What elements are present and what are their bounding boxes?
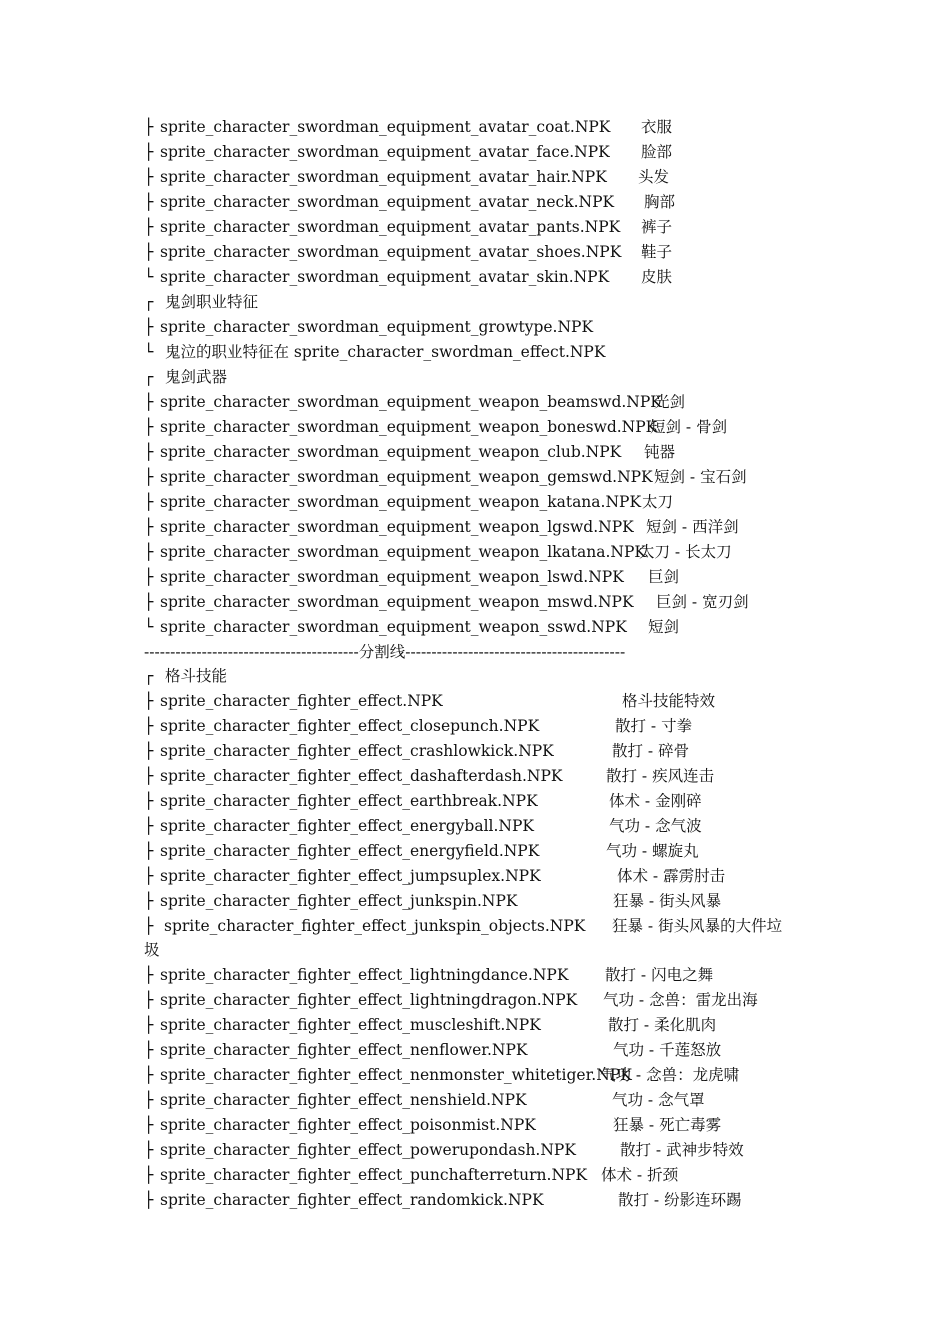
tree-branch-glyph: └ bbox=[144, 343, 154, 361]
file-description: 钝器 bbox=[644, 443, 676, 461]
file-description: 光剑 bbox=[654, 393, 686, 411]
file-name-text: sprite_character_swordman_equipment_weapon_club.NPK bbox=[160, 443, 622, 461]
document-line bbox=[0, 816, 950, 836]
file-description: 短剑 - 宝石剑 bbox=[654, 468, 747, 486]
file-name-text: 鬼剑职业特征 bbox=[165, 293, 259, 311]
tree-branch-glyph: ├ bbox=[144, 817, 154, 835]
tree-branch-glyph: ├ bbox=[144, 1116, 154, 1134]
file-description: 短剑 - 西洋剑 bbox=[646, 518, 739, 536]
tree-branch-glyph: ├ bbox=[144, 468, 154, 486]
file-name-text: sprite_character_swordman_equipment_weapon_beamswd.NPK bbox=[160, 393, 662, 411]
document-line bbox=[0, 965, 950, 985]
document-line bbox=[0, 1015, 950, 1035]
tree-branch-glyph: ├ bbox=[144, 168, 154, 186]
document-line bbox=[0, 117, 950, 137]
file-description: 胸部 bbox=[644, 193, 676, 211]
file-name-text: sprite_character_swordman_equipment_weapon_gemswd.NPK bbox=[160, 468, 653, 486]
document-line bbox=[0, 1090, 950, 1110]
file-description: 短剑 bbox=[648, 618, 680, 636]
document-line bbox=[0, 1115, 950, 1135]
tree-branch-glyph: ├ bbox=[144, 318, 154, 336]
file-description: 散打 - 柔化肌肉 bbox=[608, 1016, 717, 1034]
document-line bbox=[0, 292, 950, 312]
file-name-text: sprite_character_fighter_effect_lightningdragon.NPK bbox=[160, 991, 578, 1009]
tree-branch-glyph: ├ bbox=[144, 218, 154, 236]
file-name-text: sprite_character_swordman_equipment_avatar_pants.NPK bbox=[160, 218, 621, 236]
file-name-text: sprite_character_swordman_equipment_avatar_coat.NPK bbox=[160, 118, 611, 136]
file-description: 脸部 bbox=[641, 143, 673, 161]
file-name-text: sprite_character_swordman_equipment_avatar_skin.NPK bbox=[160, 268, 610, 286]
file-description: 巨剑 bbox=[648, 568, 680, 586]
document-line bbox=[0, 242, 950, 262]
document-line bbox=[0, 666, 950, 686]
file-description: 鞋子 bbox=[641, 243, 673, 261]
file-name-text: sprite_character_fighter_effect_poisonmist.NPK bbox=[160, 1116, 536, 1134]
file-description: 体术 - 霹雳肘击 bbox=[617, 867, 726, 885]
document-line bbox=[0, 866, 950, 886]
document-line bbox=[0, 940, 950, 960]
file-name-text: sprite_character_fighter_effect_junkspin.NPK bbox=[160, 892, 518, 910]
document-line bbox=[0, 317, 950, 337]
file-description: 散打 - 纷影连环踢 bbox=[618, 1191, 742, 1209]
document-line bbox=[0, 142, 950, 162]
tree-branch-glyph: ├ bbox=[144, 1141, 154, 1159]
file-name-text: sprite_character_swordman_equipment_growtype.NPK bbox=[160, 318, 594, 336]
file-description: 裤子 bbox=[641, 218, 673, 236]
document-line bbox=[0, 442, 950, 462]
tree-branch-glyph: ├ bbox=[144, 118, 154, 136]
file-description: 气功 - 千莲怒放 bbox=[613, 1041, 722, 1059]
plain-text: -----------------------------------------分割线------------------------------------------ bbox=[144, 643, 626, 661]
file-name-text: sprite_character_swordman_equipment_avatar_face.NPK bbox=[160, 143, 610, 161]
tree-branch-glyph: ├ bbox=[144, 767, 154, 785]
document-line bbox=[0, 841, 950, 861]
tree-branch-glyph: ├ bbox=[144, 543, 154, 561]
file-name-text: sprite_character_fighter_effect_powerupondash.NPK bbox=[160, 1141, 576, 1159]
file-description: 散打 - 武神步特效 bbox=[620, 1141, 744, 1159]
file-name-text: sprite_character_fighter_effect_nenflower.NPK bbox=[160, 1041, 528, 1059]
tree-branch-glyph: ├ bbox=[144, 1191, 154, 1209]
document-line bbox=[0, 342, 950, 362]
tree-branch-glyph: ├ bbox=[144, 418, 154, 436]
file-name-text: sprite_character_fighter_effect_muscleshift.NPK bbox=[160, 1016, 541, 1034]
document-line bbox=[0, 916, 950, 936]
tree-branch-glyph: ├ bbox=[144, 143, 154, 161]
document-line bbox=[0, 417, 950, 437]
file-name-text: sprite_character_swordman_equipment_weapon_mswd.NPK bbox=[160, 593, 634, 611]
file-name-text: sprite_character_fighter_effect_closepunch.NPK bbox=[160, 717, 540, 735]
tree-branch-glyph: ┌ bbox=[144, 368, 154, 386]
tree-branch-glyph: ├ bbox=[144, 393, 154, 411]
file-name-text: sprite_character_fighter_effect_nenshield.NPK bbox=[160, 1091, 527, 1109]
file-name-text: 格斗技能 bbox=[165, 667, 228, 685]
tree-branch-glyph: └ bbox=[144, 618, 154, 636]
file-description: 狂暴 - 死亡毒雾 bbox=[613, 1116, 722, 1134]
document-line bbox=[0, 567, 950, 587]
document-line bbox=[0, 517, 950, 537]
tree-branch-glyph: ┌ bbox=[144, 667, 154, 685]
document-line bbox=[0, 192, 950, 212]
file-name-text: sprite_character_swordman_equipment_avatar_neck.NPK bbox=[160, 193, 615, 211]
tree-branch-glyph: ├ bbox=[144, 1166, 154, 1184]
tree-branch-glyph: ├ bbox=[144, 692, 154, 710]
file-description: 头发 bbox=[638, 168, 670, 186]
file-description: 气功 - 念兽：雷龙出海 bbox=[603, 991, 758, 1009]
file-description: 巨剑 - 宽刃剑 bbox=[656, 593, 749, 611]
tree-branch-glyph: ├ bbox=[144, 1091, 154, 1109]
document-line bbox=[0, 691, 950, 711]
document-line bbox=[0, 891, 950, 911]
file-name-text: 鬼泣的职业特征在 sprite_character_swordman_effect.NPK bbox=[165, 343, 606, 361]
file-name-text: sprite_character_swordman_equipment_weapon_boneswd.NPK bbox=[160, 418, 658, 436]
document-line bbox=[0, 642, 950, 662]
file-description: 皮肤 bbox=[641, 268, 673, 286]
file-name-text: sprite_character_swordman_equipment_avatar_shoes.NPK bbox=[160, 243, 622, 261]
tree-branch-glyph: ├ bbox=[144, 917, 154, 935]
file-description: 体术 - 折颈 bbox=[601, 1166, 679, 1184]
document-line bbox=[0, 542, 950, 562]
tree-branch-glyph: ├ bbox=[144, 593, 154, 611]
tree-branch-glyph: └ bbox=[144, 268, 154, 286]
document-line bbox=[0, 392, 950, 412]
tree-branch-glyph: ├ bbox=[144, 966, 154, 984]
document-line bbox=[0, 367, 950, 387]
tree-branch-glyph: ┌ bbox=[144, 293, 154, 311]
file-name-text: sprite_character_fighter_effect_lightningdance.NPK bbox=[160, 966, 569, 984]
file-description: 散打 - 碎骨 bbox=[612, 742, 690, 760]
tree-branch-glyph: ├ bbox=[144, 568, 154, 586]
tree-branch-glyph: ├ bbox=[144, 842, 154, 860]
tree-branch-glyph: ├ bbox=[144, 243, 154, 261]
document-line bbox=[0, 492, 950, 512]
document-line bbox=[0, 716, 950, 736]
tree-branch-glyph: ├ bbox=[144, 867, 154, 885]
document-line bbox=[0, 741, 950, 761]
file-name-text: sprite_character_swordman_equipment_weapon_lswd.NPK bbox=[160, 568, 624, 586]
file-description: 散打 - 寸拳 bbox=[615, 717, 693, 735]
document-line bbox=[0, 1165, 950, 1185]
file-name-text: sprite_character_fighter_effect_crashlowkick.NPK bbox=[160, 742, 554, 760]
file-name-text: sprite_character_fighter_effect_punchafterreturn.NPK bbox=[160, 1166, 588, 1184]
document-line bbox=[0, 592, 950, 612]
tree-branch-glyph: ├ bbox=[144, 1016, 154, 1034]
tree-branch-glyph: ├ bbox=[144, 1066, 154, 1084]
file-description: 衣服 bbox=[641, 118, 673, 136]
file-description: 气功 - 念气波 bbox=[609, 817, 702, 835]
file-description: 短剑 - 骨剑 bbox=[650, 418, 728, 436]
file-name-text: sprite_character_fighter_effect_nenmonster_whitetiger.NPK bbox=[160, 1066, 632, 1084]
file-description: 狂暴 - 街头风暴的大件垃 bbox=[612, 917, 783, 935]
file-description: 体术 - 金刚碎 bbox=[609, 792, 702, 810]
file-description: 气功 - 螺旋丸 bbox=[606, 842, 699, 860]
file-name-text: sprite_character_fighter_effect_dashafterdash.NPK bbox=[160, 767, 563, 785]
document-line bbox=[0, 1065, 950, 1085]
file-name-text: sprite_character_fighter_effect_randomkick.NPK bbox=[160, 1191, 544, 1209]
file-name-text: 鬼剑武器 bbox=[165, 368, 228, 386]
file-name-text: sprite_character_fighter_effect_earthbreak.NPK bbox=[160, 792, 538, 810]
tree-branch-glyph: ├ bbox=[144, 1041, 154, 1059]
file-name-text: sprite_character_swordman_equipment_weapon_sswd.NPK bbox=[160, 618, 627, 636]
document-line bbox=[0, 167, 950, 187]
tree-branch-glyph: ├ bbox=[144, 493, 154, 511]
file-name-text: sprite_character_fighter_effect_energyball.NPK bbox=[160, 817, 535, 835]
file-description: 狂暴 - 街头风暴 bbox=[613, 892, 722, 910]
file-name-text: sprite_character_fighter_effect_jumpsuplex.NPK bbox=[160, 867, 541, 885]
file-name-text: sprite_character_fighter_effect_energyfield.NPK bbox=[160, 842, 540, 860]
document-line bbox=[0, 766, 950, 786]
document-line bbox=[0, 617, 950, 637]
tree-branch-glyph: ├ bbox=[144, 193, 154, 211]
file-description: 太刀 - 长太刀 bbox=[639, 543, 732, 561]
document-line bbox=[0, 217, 950, 237]
file-description: 太刀 bbox=[642, 493, 674, 511]
file-name-text: sprite_character_fighter_effect_junkspin_objects.NPK bbox=[164, 917, 586, 935]
document-line bbox=[0, 1040, 950, 1060]
document-line bbox=[0, 791, 950, 811]
file-name-text: sprite_character_swordman_equipment_weapon_katana.NPK bbox=[160, 493, 642, 511]
file-name-text: sprite_character_swordman_equipment_avatar_hair.NPK bbox=[160, 168, 607, 186]
tree-branch-glyph: ├ bbox=[144, 792, 154, 810]
file-name-text: sprite_character_fighter_effect.NPK bbox=[160, 692, 443, 710]
tree-branch-glyph: ├ bbox=[144, 717, 154, 735]
tree-branch-glyph: ├ bbox=[144, 991, 154, 1009]
file-description: 散打 - 疾风连击 bbox=[606, 767, 715, 785]
document-line bbox=[0, 990, 950, 1010]
file-description: 气功 - 念兽：龙虎啸 bbox=[600, 1066, 740, 1084]
tree-branch-glyph: ├ bbox=[144, 742, 154, 760]
tree-branch-glyph: ├ bbox=[144, 892, 154, 910]
document-line bbox=[0, 267, 950, 287]
tree-branch-glyph: ├ bbox=[144, 518, 154, 536]
plain-text: 圾 bbox=[144, 941, 160, 959]
file-description: 格斗技能特效 bbox=[622, 692, 716, 710]
tree-branch-glyph: ├ bbox=[144, 443, 154, 461]
file-description: 散打 - 闪电之舞 bbox=[605, 966, 714, 984]
file-description: 气功 - 念气罩 bbox=[612, 1091, 705, 1109]
document-line bbox=[0, 467, 950, 487]
document-line bbox=[0, 1190, 950, 1210]
file-name-text: sprite_character_swordman_equipment_weapon_lgswd.NPK bbox=[160, 518, 634, 536]
file-name-text: sprite_character_swordman_equipment_weapon_lkatana.NPK bbox=[160, 543, 646, 561]
document-line bbox=[0, 1140, 950, 1160]
